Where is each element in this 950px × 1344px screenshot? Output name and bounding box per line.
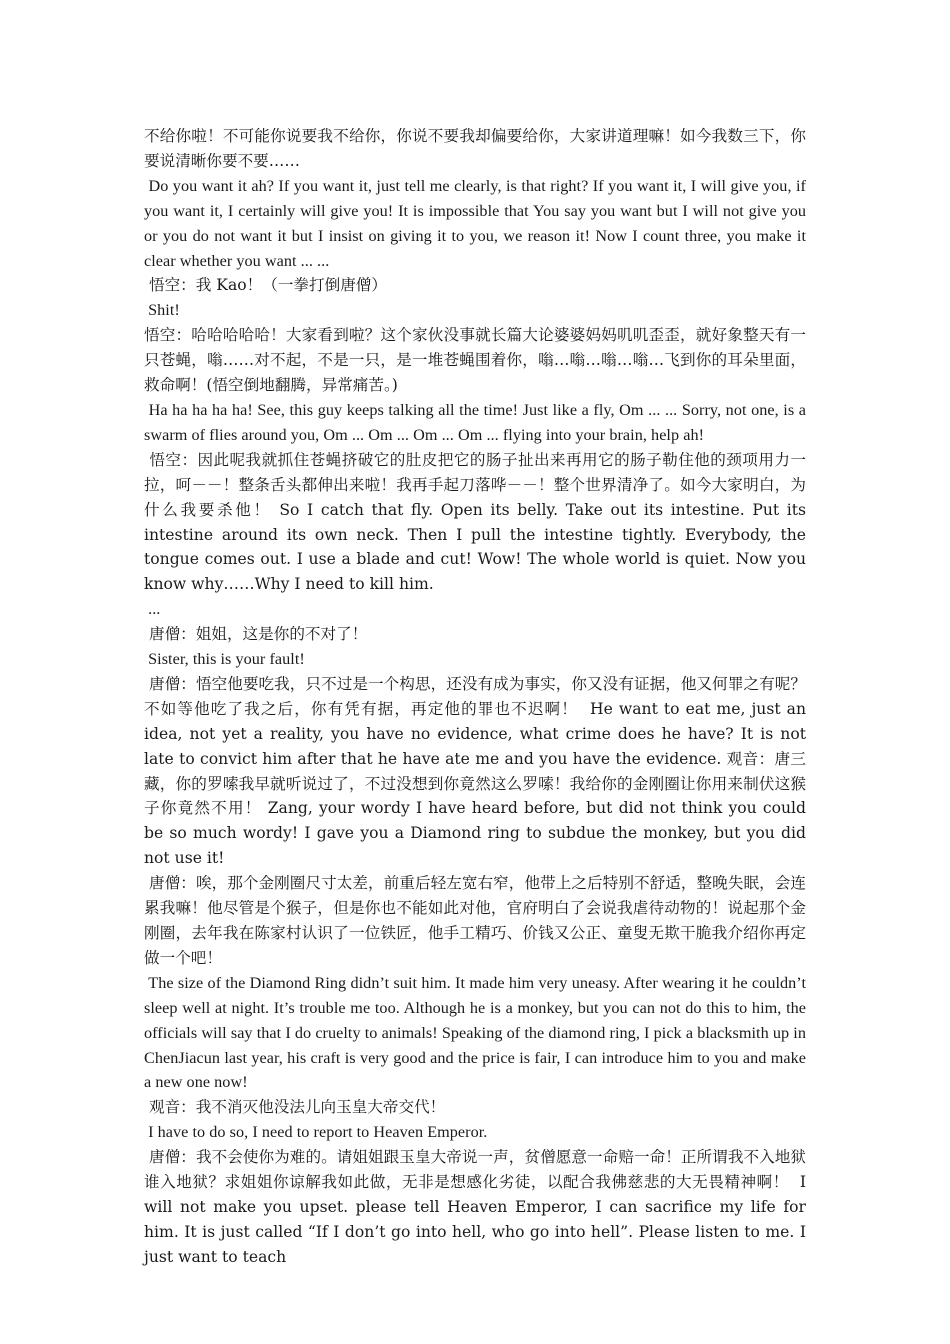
document-body [144,124,811,1270]
paragraph-ellipsis: ... [144,600,161,619]
paragraph-en-sister: Sister, this is your fault! [144,650,305,669]
paragraph-tangseng-sacrifice: 唐僧：我不会使你为难的。请姐姐跟玉皇大帝说一声，贫僧愿意一命赔一命！正所谓我不入地狱谁入地狱？求姐姐你谅解我如此做，无非是想感化劣徒，以配合我佛慈悲的大无畏精神啊！ I will not make you upset. please tell Heaven Emperor, I can sacrifice my life for him. It is just called “If I don’t go into hell, who go into hell”. Please listen to me. I just want to teach [144,1148,811,1266]
paragraph-en-flies: Ha ha ha ha ha! See, this guy keeps talking all the time! Just like a fly, Om ... ... Sorry, not one, is a swarm of flies around you, Om ... Om ... Om ... Om ... flying into your brain, help ah! [144,400,811,444]
paragraph-en-intro: Do you want it ah? If you want it, just tell me clearly, is that right? If you want it, I will give you, if you want it, I certainly will give you! It is impossible that You say you want but I will not give you or you do not want it but I insist on giving it to you, we reason it! Now I count three, you make it clear whether you want ... ... [144,176,811,270]
paragraph-zh-intro: 不给你啦！不可能你说要我不给你，你说不要我却偏要给你，大家讲道理嘛！如今我数三下，你要说清晰你要不要…… [144,127,806,170]
paragraph-wukong-flies: 悟空：哈哈哈哈哈！大家看到啦？这个家伙没事就长篇大论婆婆妈妈叽叽歪歪，就好象整天有一只苍蝇，嗡……对不起，不是一只，是一堆苍蝇围着你，嗡…嗡…嗡…嗡…飞到你的耳朵里面，救命啊！(悟空倒地翻腾，异常痛苦。) [144,326,806,395]
paragraph-tangseng-sister: 唐僧：姐姐，这是你的不对了！ [144,625,368,644]
paragraph-wukong-line: 悟空：我 Kao！（一拳打倒唐僧） [144,276,387,295]
paragraph-en-ring: The size of the Diamond Ring didn’t suit him. It made him very uneasy. After wearing it he couldn’t sleep well at night. It’s trouble me too. Although he is a monkey, but you can not do this to him, the officials will say that I do cruelty to animals! Speaking of the diamond ring, I pick a blacksmith up in ChenJiacun last year, his craft is very good and the price is fair, I can introduce him to you and make a new one now! [144,973,811,1092]
paragraph-en-report: I have to do so, I need to report to Heaven Emperor. [144,1123,488,1142]
paragraph-en-shit: Shit! [144,301,180,320]
paragraph-guanyin-report: 观音：我不消灭他没法儿向玉皇大帝交代！ [144,1098,446,1117]
paragraph-tangseng-ring: 唐僧：唉，那个金刚圈尺寸太差，前重后轻左宽右窄，他带上之后特别不舒适，整晚失眠，会连累我嘛！他尽管是个猴子，但是你也不能如此对他，官府明白了会说我虐待动物的！说起那个金刚圈，去年我在陈家村认识了一位铁匠，他手工精巧、价钱又公正、童叟无欺干脆我介绍你再定做一个吧！ [144,874,806,967]
paragraph-tangseng-evidence: 唐僧：悟空他要吃我，只不过是一个构思，还没有成为事实，你又没有证据，他又何罪之有呢？不如等他吃了我之后，你有凭有据，再定他的罪也不迟啊！ He want to eat me, just an idea, not yet a reality, you have no evidence, what crime does he have? It is not late to convict him after that he have ate me and you have the evidence. 观音：唐三藏，你的罗嗦我早就听说过了，不过没想到你竟然这么罗嗦！我给你的金刚圈让你用来制伏这猴子你竟然不用！ Zang, your wordy I have heard before, but did not think you could be so much wordy! I gave you a Diamond ring to subdue the monkey, but you did not use it! [144,674,811,868]
paragraph-wukong-kill: 悟空：因此呢我就抓住苍蝇挤破它的肚皮把它的肠子扯出来再用它的肠子勒住他的颈项用力一拉，呵－－！整条舌头都伸出来啦！我再手起刀落哗－－！整个世界清净了。如今大家明白，为什么我要杀他！ So I catch that fly. Open its belly. Take out its intestine. Put its intestine around its own neck. Then I pull the intestine tightly. Everybody, the tongue comes out. I use a blade and cut! Wow! The whole world is quiet. Now you know why……Why I need to kill him. [144,450,811,594]
